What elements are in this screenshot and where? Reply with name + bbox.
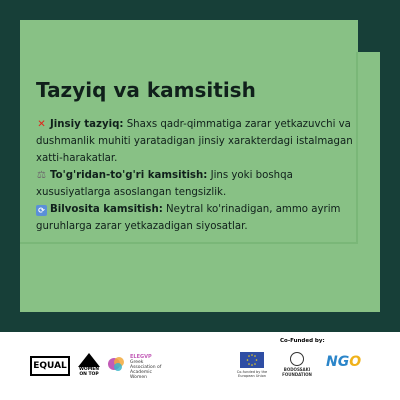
elegvp-subtitle: Greek Association of Academic Women — [130, 360, 162, 380]
cross-mark-icon: ✕ — [37, 119, 46, 130]
triangle-icon — [78, 353, 100, 367]
bodossaki-emblem-icon — [290, 352, 304, 366]
definition-text: Shaxs qadr-qimmatiga zarar yetkazuvchi va dushmanlik muhiti yaratadigan jinsiy xarakterdagi istalmagan xatti-harakatlar. — [36, 119, 353, 164]
frame-notch — [358, 20, 380, 52]
elegvp-symbol-icon — [107, 354, 127, 374]
bodossaki-text: BODOSSAKI FOUNDATION — [282, 367, 312, 377]
card-title: Tazyiq va kamsitish — [36, 78, 256, 102]
eu-caption: Co-funded by the European Union — [236, 370, 268, 378]
equal-logo: EQUAL — [30, 356, 70, 376]
definition-item — [36, 116, 366, 167]
ngo-logo — [326, 354, 361, 370]
women-on-top-logo — [77, 353, 101, 377]
elegvp-title: ELEGVP — [130, 354, 152, 360]
card-content — [36, 78, 366, 235]
cofunded-label: Co-Funded by: — [280, 338, 325, 344]
balance-scale-icon: ⚖ — [36, 170, 47, 181]
definition-item — [36, 201, 366, 235]
definition-text: Jins yoki boshqa xususiyatlarga asoslangan tengsizlik. — [36, 170, 293, 198]
women-on-top-text: WOMEN ON TOP — [78, 367, 100, 377]
definition-text: Neytral ko'rinadigan, ammo ayrim guruhlarga zarar yetkazadigan siyosatlar. — [36, 204, 341, 232]
definition-term: Jinsiy tazyiq: — [50, 119, 124, 130]
bodossaki-logo — [282, 352, 312, 377]
definition-item — [36, 167, 366, 201]
definition-term: To'g'ridan-to'g'ri kamsitish: — [50, 170, 208, 181]
elegvp-logo — [107, 352, 167, 378]
definition-term: Bilvosita kamsitish: — [50, 204, 163, 215]
ngo-o-text: O — [349, 354, 362, 370]
cycle-arrows-icon: ⟳ — [36, 205, 47, 216]
ngo-text: NG — [326, 354, 350, 370]
eu-flag-icon — [240, 352, 264, 368]
